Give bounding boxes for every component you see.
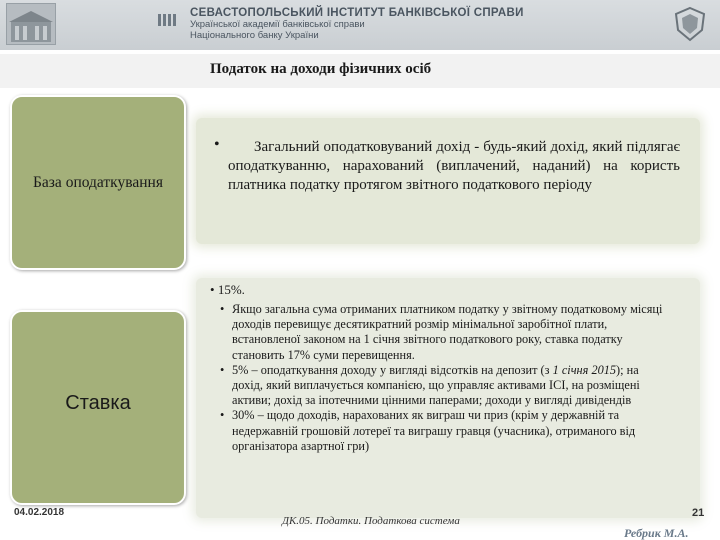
footer-course: ДК.05. Податки. Податкова система — [282, 515, 460, 527]
rate-item-text-after: ); на дохід, який виплачується компанією, що управляє активами ІСІ, на розміщені активи; дохід за іпотечними цінними паперами; доходи у вигляді дивідендів — [232, 362, 640, 408]
rate-list — [208, 302, 664, 454]
institute-header — [190, 8, 560, 41]
rate-item-text: Якщо загальна сума отриманих платником податку у звітному податковому місяці доходів перевищує десятикратний розмір мінімальної заробітної плати, встановленої законом на 1 січня звітного податкового року, ставка податку становить 17% суми перевищення. — [232, 302, 663, 362]
tax-rate-content-box — [196, 278, 700, 518]
tax-base-label-box — [10, 95, 186, 270]
rate-head — [210, 282, 245, 298]
bank-academy-logo-icon — [158, 12, 178, 28]
tax-rate-label: Ставка — [65, 392, 131, 414]
rate-item-text-before: 5% – оподаткування доходу у вигляді відсотків на депозит (з — [232, 362, 553, 377]
page-number: 21 — [692, 507, 705, 519]
rate-item-text: 30% – щодо доходів, нарахованих як виграш чи приз (крім у державній та недержавній грошовій лотереї та виграшу гравця (учасника), отриманого від організатора азартної гри) — [232, 408, 636, 453]
bullet-icon: • — [220, 362, 225, 377]
bullet-icon: • — [220, 302, 225, 316]
rate-item-date: 1 січня 2015 — [552, 362, 617, 377]
footer-date: 04.02.2018 — [14, 507, 65, 518]
list-item — [208, 302, 664, 363]
list-item — [208, 363, 664, 409]
rate-head-text: 15%. — [217, 282, 245, 297]
tax-base-label: База оподаткування — [33, 174, 163, 191]
slide-title: Податок на доходи фізичних осіб — [210, 61, 432, 77]
tax-base-text: Загальний оподатковуваний дохід - будь-який дохід, який підлягає оподаткуванню, нарахований (виплачений, наданий) на користь платника податку протягом звітного податкового періоду — [228, 139, 680, 193]
coat-of-arms-graphic — [672, 6, 708, 42]
institute-subtitle-2: Національного банку України — [190, 30, 319, 41]
building-emblem-icon — [6, 3, 56, 45]
tax-base-content-box — [196, 118, 700, 244]
list-item — [208, 408, 664, 454]
tax-rate-label-box — [10, 310, 186, 505]
institute-title: СЕВАСТОПОЛЬСЬКИЙ ІНСТИТУТ БАНКІВСЬКОЇ СПРАВИ — [190, 7, 524, 19]
coat-of-arms-icon — [668, 3, 712, 45]
bullet-icon: • — [210, 282, 215, 297]
bullet-icon: • — [220, 408, 225, 423]
building-emblem-graphic — [9, 8, 53, 44]
institute-subtitle-1: Української академії банківської справи — [190, 19, 365, 30]
bullet-icon: • — [214, 136, 220, 153]
footer-author: Ребрик М.А. — [624, 526, 689, 540]
